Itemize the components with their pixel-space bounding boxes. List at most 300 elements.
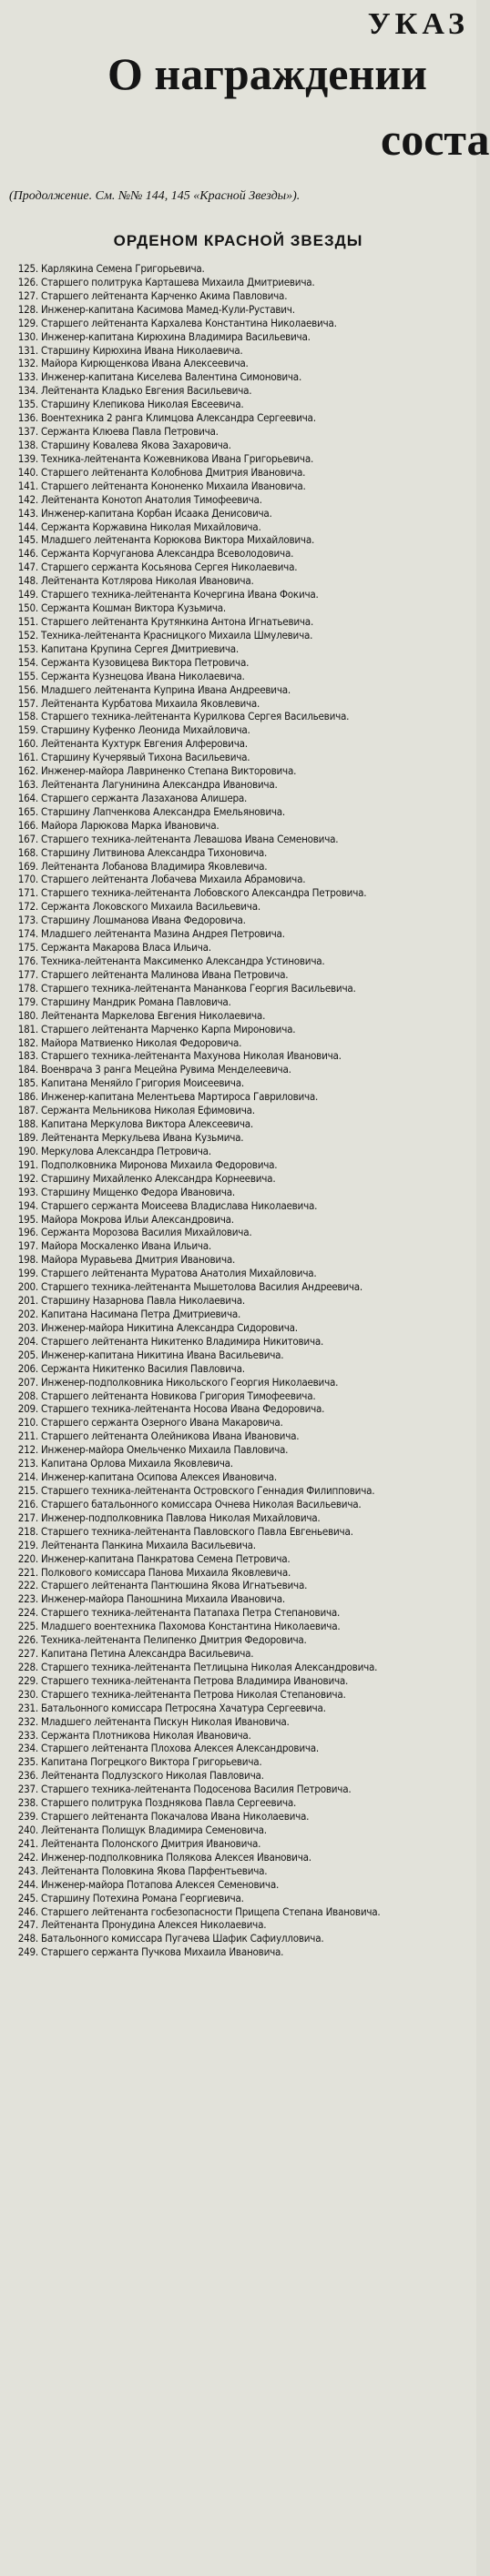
entry-text: Старшего лейтенанта Покачалова Ивана Николаевича. [41,1810,310,1823]
entry-text: Майора Ларюкова Марка Ивановича. [41,818,219,832]
entry-number: 217. [17,1510,38,1524]
award-entry [7,1321,470,1335]
award-entry [7,1416,470,1429]
entry-text: Старшего техника-лейтенанта Подосенова Василия Петровича. [41,1783,352,1796]
entry-text: Старшину Потехина Романа Георгиевича. [41,1891,244,1904]
entry-number: 193. [17,1185,38,1198]
entry-number: 150. [17,601,38,615]
entry-number: 224. [17,1606,38,1620]
entry-text: Сержанта Кузовицева Виктора Петровича. [41,655,250,669]
entry-text: Капитана Орлова Михаила Яковлевича. [41,1457,233,1470]
entry-number: 179. [17,995,38,1008]
entry-text: Инженер-капитана Мелентьева Мартироса Гавриловича. [41,1090,319,1104]
entry-number: 130. [17,329,38,343]
entry-number: 234. [17,1742,38,1755]
award-list [7,262,470,2570]
entry-number: 188. [17,1117,38,1131]
award-entry [7,1267,470,1280]
entry-text: Младшего воентехника Пахомова Константина Николаевича. [41,1620,341,1633]
entry-number: 185. [17,1076,38,1090]
entry-number: 151. [17,614,38,628]
award-entry [7,344,470,358]
entry-text: Старшину Лапченкова Александра Емельяновича. [41,804,285,818]
award-entry [7,751,470,764]
award-entry [7,1702,470,1715]
entry-text: Воентехника 2 ранга Климцова Александра Сергеевича. [41,411,316,425]
entry-number: 168. [17,845,38,859]
entry-text: Техника-лейтенанта Пелипенко Дмитрия Федоровича. [41,1633,307,1647]
entry-number: 140. [17,465,38,479]
entry-text: Старшину Мищенко Федора Ивановича. [41,1185,235,1198]
entry-number: 215. [17,1483,38,1497]
award-entry [7,439,470,452]
entry-text: Старшего техника-лейтенанта Махунова Николая Ивановича. [41,1049,342,1063]
award-entry [7,1036,470,1050]
entry-number: 157. [17,696,38,710]
entry-number: 200. [17,1280,38,1294]
entry-number: 162. [17,764,38,778]
entry-text: Батальонного комиссара Пугачева Шафик Сафиулловича. [41,1932,324,1945]
award-entry [7,330,470,344]
entry-number: 175. [17,941,38,955]
award-entry [7,1308,470,1321]
entry-number: 171. [17,886,38,900]
award-entry [7,968,470,982]
entry-number: 208. [17,1389,38,1402]
entry-number: 196. [17,1226,38,1239]
entry-number: 207. [17,1375,38,1389]
entry-text: Старшего лейтенанта Колобнова Дмитрия Ивановича. [41,465,306,479]
entry-text: Инженер-подполковника Павлова Николая Михайловича. [41,1510,321,1524]
award-entry [7,1172,470,1186]
entry-text: Сержанта Макарова Власа Ильича. [41,941,211,955]
entry-text: Старшего сержанта Косьянова Сергея Николаевича. [41,561,298,574]
entry-number: 152. [17,628,38,641]
award-entry [7,1647,470,1661]
award-entry [7,1362,470,1376]
entry-text: Капитана Меняйло Григория Моисеевича. [41,1076,244,1090]
entry-number: 239. [17,1810,38,1823]
award-entry [7,683,470,697]
entry-text: Капитана Меркулова Виктора Алексеевича. [41,1117,253,1131]
entry-number: 237. [17,1783,38,1796]
award-entry [7,588,470,601]
award-entry [7,1606,470,1620]
entry-number: 229. [17,1673,38,1687]
award-entry [7,1253,470,1267]
entry-text: Старшину Куфенко Леонида Михайловича. [41,723,250,737]
entry-text: Старшего сержанта Озерного Ивана Макаровича. [41,1416,283,1429]
award-entry [7,670,470,683]
entry-text: Старшего батальонного комиссара Очнева Николая Васильевича. [41,1497,362,1510]
award-entry [7,1810,470,1823]
entry-text: Лейтенанта Подлузского Николая Павловича. [41,1769,264,1783]
entry-text: Лейтенанта Конотоп Анатолия Тимофеевича. [41,492,262,506]
entry-text: Капитана Насимана Петра Дмитриевича. [41,1307,241,1320]
entry-text: Сержанта Плотникова Николая Ивановича. [41,1728,251,1742]
entry-text: Сержанта Коржавина Николая Михайловича. [41,520,261,533]
entry-text: Инженер-капитана Осипова Алексея Ивановича. [41,1470,277,1484]
entry-number: 205. [17,1348,38,1361]
award-entry [7,1498,470,1511]
award-entry [7,1294,470,1308]
entry-number: 143. [17,506,38,520]
decree-title-continuation: соста [381,114,490,165]
award-entry [7,1566,470,1580]
award-entry [7,547,470,561]
entry-number: 139. [17,451,38,465]
entry-number: 210. [17,1416,38,1429]
entry-number: 190. [17,1144,38,1157]
award-entry [7,1892,470,1905]
entry-number: 125. [17,262,38,275]
award-entry [7,507,470,520]
entry-text: Техника-лейтенанта Красницкого Михаила Шмулевича. [41,628,313,641]
award-entry [7,1837,470,1851]
award-entry [7,1851,470,1864]
entry-text: Лейтенанта Меркульева Ивана Кузьмича. [41,1131,244,1144]
award-entry [7,1226,470,1239]
entry-text: Старшину Литвинова Александра Тихоновича. [41,845,268,859]
entry-text: Техника-лейтенанта Кожевникова Ивана Григорьевича. [41,451,314,465]
entry-text: Старшего лейтенанта Кархалева Константина Николаевича. [41,316,337,329]
entry-text: Инженер-майора Лавриненко Степана Викторовича. [41,764,297,778]
entry-number: 172. [17,900,38,914]
award-entry [7,1755,470,1769]
award-entry [7,1511,470,1525]
entry-number: 189. [17,1131,38,1144]
entry-number: 236. [17,1769,38,1783]
award-entry [7,1742,470,1755]
award-entry [7,642,470,656]
entry-number: 198. [17,1253,38,1267]
entry-text: Старшего лейтенанта госбезопасности Прищепа Степана Ивановича. [41,1904,381,1918]
award-entry [7,955,470,968]
award-entry [7,1729,470,1743]
entry-text: Лейтенанта Половкина Якова Парфентьевича. [41,1864,268,1877]
entry-text: Майора Кирющенкова Ивана Алексеевича. [41,357,249,370]
award-entry [7,1525,470,1539]
award-entry [7,833,470,846]
entry-text: Лейтенанта Кухтурк Евгения Алферовича. [41,737,248,751]
award-entry [7,1878,470,1892]
entry-number: 243. [17,1864,38,1877]
entry-number: 136. [17,411,38,425]
award-entry [7,574,470,588]
entry-text: Лейтенанта Полонского Дмитрия Ивановича. [41,1836,261,1850]
entry-number: 240. [17,1823,38,1837]
entry-number: 183. [17,1049,38,1063]
entry-text: Инженер-подполковника Никольского Георгия Николаевича. [41,1375,339,1389]
award-entry [7,819,470,833]
award-entry [7,1063,470,1076]
entry-text: Старшего техника-лейтенанта Левашова Ивана Семеновича. [41,832,339,845]
entry-number: 167. [17,832,38,845]
award-entry [7,1376,470,1389]
award-entry [7,1579,470,1592]
entry-number: 226. [17,1633,38,1647]
entry-text: Сержанта Кузнецова Ивана Николаевича. [41,669,245,682]
entry-number: 211. [17,1429,38,1443]
entry-text: Майора Москаленко Ивана Ильича. [41,1239,211,1253]
award-entry [7,1009,470,1023]
award-entry [7,656,470,670]
entry-text: Инженер-капитана Панкратова Семена Петровича. [41,1551,291,1565]
entry-text: Старшину Мандрик Романа Павловича. [41,995,231,1008]
award-entry [7,778,470,792]
entry-number: 184. [17,1063,38,1076]
award-entry [7,1158,470,1172]
award-entry [7,860,470,874]
entry-text: Старшину Лошманова Ивана Федоровича. [41,914,246,927]
award-entry [7,1186,470,1199]
award-entry [7,411,470,425]
award-entry [7,1470,470,1484]
award-entry [7,1023,470,1036]
entry-number: 223. [17,1592,38,1606]
entry-number: 242. [17,1850,38,1864]
entry-number: 147. [17,561,38,574]
entry-text: Старшего лейтенанта Кононенко Михаила Ивановича. [41,479,306,492]
entry-text: Капитана Петина Александра Васильевича. [41,1647,254,1661]
entry-text: Младшего лейтенанта Мазина Андрея Петровича. [41,927,285,941]
award-entry [7,1389,470,1403]
award-entry [7,289,470,303]
award-entry [7,1402,470,1416]
entry-number: 134. [17,384,38,398]
entry-number: 219. [17,1538,38,1551]
entry-text: Старшего лейтенанта Никитенко Владимира Никитовича. [41,1334,324,1348]
award-entry [7,1769,470,1783]
entry-number: 137. [17,425,38,439]
entry-number: 195. [17,1212,38,1226]
entry-text: Старшего лейтенанта Крутянкина Антона Игнатьевича. [41,614,314,628]
award-entry [7,384,470,398]
award-entry [7,995,470,1009]
entry-text: Карлякина Семена Григорьевича. [41,262,205,275]
entry-number: 178. [17,981,38,995]
order-heading: ОРДЕНОМ КРАСНОЙ ЗВЕЗДЫ [113,232,363,249]
entry-number: 129. [17,316,38,329]
award-entry [7,1213,470,1227]
award-entry [7,1592,470,1606]
entry-text: Лейтенанта Полищук Владимира Семеновича. [41,1823,267,1837]
entry-text: Старшего лейтенанта Олейникова Ивана Ивановича. [41,1429,300,1443]
entry-text: Капитана Погрецкого Виктора Григорьевича. [41,1755,262,1769]
entry-number: 186. [17,1090,38,1104]
entry-number: 133. [17,370,38,384]
entry-number: 180. [17,1008,38,1022]
entry-number: 206. [17,1361,38,1375]
entry-text: Старшину Ковалева Якова Захаровича. [41,438,231,451]
award-entry [7,737,470,751]
entry-number: 225. [17,1620,38,1633]
entry-number: 131. [17,343,38,357]
entry-number: 202. [17,1307,38,1320]
award-entry [7,927,470,941]
entry-text: Старшего техника-лейтенанта Петрова Николая Степановича. [41,1687,346,1701]
award-entry [7,1783,470,1796]
entry-number: 148. [17,574,38,588]
entry-text: Лейтенанта Кладько Евгения Васильевича. [41,384,252,398]
entry-text: Старшего лейтенанта Плохова Алексея Александровича. [41,1742,319,1755]
award-entry [7,1199,470,1213]
entry-text: Майора Муравьева Дмитрия Ивановича. [41,1253,236,1267]
entry-number: 197. [17,1239,38,1253]
award-entry [7,873,470,886]
award-entry [7,533,470,547]
entry-text: Сержанта Мельникова Николая Ефимовича. [41,1104,255,1117]
entry-number: 126. [17,275,38,288]
entry-number: 204. [17,1334,38,1348]
entry-text: Старшего политрука Позднякова Павла Сергеевича. [41,1796,297,1810]
award-entry [7,1918,470,1932]
entry-number: 182. [17,1035,38,1049]
award-entry [7,1076,470,1090]
award-entry [7,710,470,723]
entry-text: Инженер-капитана Кирюхина Владимира Васильевича. [41,329,311,343]
entry-text: Лейтенанта Лобанова Владимира Яковлевича. [41,859,268,873]
entry-number: 154. [17,655,38,669]
entry-number: 158. [17,710,38,723]
award-entry [7,1661,470,1674]
entry-number: 191. [17,1157,38,1171]
entry-text: Лейтенанта Котлярова Николая Ивановича. [41,574,254,588]
award-entry [7,561,470,574]
award-entry [7,1715,470,1729]
award-entry [7,792,470,805]
award-entry [7,1823,470,1837]
award-entry [7,398,470,411]
entry-text: Старшего сержанта Пучкова Михаила Ивановича. [41,1945,284,1959]
award-entry [7,493,470,507]
entry-text: Младшего лейтенанта Куприна Ивана Андреевича. [41,682,291,696]
entry-number: 132. [17,357,38,370]
entry-number: 244. [17,1877,38,1891]
entry-number: 127. [17,288,38,302]
entry-number: 247. [17,1918,38,1932]
decree-title: О награждении [107,48,427,99]
entry-number: 156. [17,682,38,696]
entry-text: Инженер-майора Омельченко Михаила Павловича. [41,1443,289,1457]
entry-number: 153. [17,641,38,655]
award-entry [7,1145,470,1158]
entry-number: 135. [17,398,38,411]
entry-number: 174. [17,927,38,941]
entry-number: 181. [17,1022,38,1035]
award-entry [7,1945,470,1959]
entry-number: 199. [17,1267,38,1280]
entry-text: Сержанта Никитенко Василия Павловича. [41,1361,245,1375]
entry-number: 138. [17,438,38,451]
award-entry [7,1905,470,1919]
entry-number: 203. [17,1320,38,1334]
entry-text: Младшего лейтенанта Корюкова Виктора Михайловича. [41,533,315,547]
entry-number: 165. [17,804,38,818]
entry-number: 160. [17,737,38,751]
entry-text: Старшего техника-лейтенанта Лобовского Александра Петровича. [41,886,367,900]
entry-number: 235. [17,1755,38,1769]
award-entry [7,357,470,370]
award-entry [7,1932,470,1945]
entry-text: Старшину Кучерявый Тихона Васильевича. [41,751,250,764]
award-entry [7,615,470,629]
award-entry [7,1484,470,1498]
entry-number: 216. [17,1497,38,1510]
award-entry [7,723,470,737]
entry-text: Лейтенанта Лагунинина Александра Ивановича. [41,778,278,792]
entry-text: Лейтенанта Курбатова Михаила Яковлевича. [41,696,260,710]
entry-number: 238. [17,1796,38,1810]
entry-number: 218. [17,1524,38,1538]
entry-text: Военврача 3 ранга Мецейна Рувима Менделеевича. [41,1063,291,1076]
award-entry [7,941,470,955]
entry-number: 209. [17,1402,38,1416]
entry-number: 164. [17,791,38,804]
entry-text: Инженер-майора Паношнина Михаила Ивановича. [41,1592,285,1606]
entry-number: 145. [17,533,38,547]
award-entry [7,1633,470,1647]
award-entry [7,982,470,995]
entry-text: Старшего сержанта Моисеева Владислава Николаевича. [41,1198,318,1212]
entry-text: Старшего техника-лейтенанта Петрова Владимира Ивановича. [41,1673,349,1687]
award-entry [7,303,470,317]
entry-text: Старшего техника-лейтенанта Патапаха Петра Степановича. [41,1606,341,1620]
entry-text: Старшего техника-лейтенанта Курилкова Сергея Васильевича. [41,710,350,723]
entry-text: Старшего лейтенанта Пантюшина Якова Игнатьевича. [41,1579,308,1592]
award-entry [7,697,470,711]
entry-text: Капитана Крупина Сергея Дмитриевича. [41,641,239,655]
entry-text: Техника-лейтенанта Максименко Александра Устиновича. [41,955,325,968]
entry-number: 149. [17,588,38,601]
entry-text: Старшего техника-лейтенанта Островского Геннадия Филипповича. [41,1483,375,1497]
award-entry [7,846,470,860]
entry-text: Старшего техника-лейтенанта Кочергина Ивана Фокича. [41,588,319,601]
entry-text: Старшину Клепикова Николая Евсеевича. [41,398,244,411]
entry-number: 170. [17,873,38,886]
award-entry [7,1131,470,1145]
entry-text: Старшего техника-лейтенанта Мышетолова Василия Андреевича. [41,1280,362,1294]
award-entry [7,520,470,534]
entry-text: Сержанта Кошман Виктора Кузьмича. [41,601,226,615]
entry-text: Лейтенанта Маркелова Евгения Николаевича. [41,1008,266,1022]
entry-number: 232. [17,1714,38,1728]
entry-text: Старшего лейтенанта Муратова Анатолия Михайловича. [41,1267,317,1280]
entry-text: Инженер-майора Никитина Александра Сидоровича. [41,1320,298,1334]
entry-text: Подполковника Миронова Михаила Федоровича. [41,1157,278,1171]
entry-text: Старшину Кирюхина Ивана Николаевича. [41,343,243,357]
award-entry [7,900,470,914]
award-entry [7,1864,470,1878]
entry-text: Сержанта Корчуганова Александра Всеволодовича. [41,547,294,561]
award-entry [7,262,470,276]
entry-text: Старшего лейтенанта Новикова Григория Тимофеевича. [41,1389,316,1402]
entry-number: 246. [17,1904,38,1918]
entry-text: Лейтенанта Пронудина Алексея Николаевича. [41,1918,267,1932]
entry-text: Сержанта Локовского Михаила Васильевича. [41,900,260,914]
award-entry [7,764,470,778]
entry-text: Старшего техника-лейтенанта Мананкова Георгия Васильевича. [41,981,356,995]
entry-number: 231. [17,1701,38,1714]
entry-number: 146. [17,547,38,561]
entry-text: Майора Мокрова Ильи Александровича. [41,1212,234,1226]
award-entry [7,1539,470,1552]
award-entry [7,601,470,615]
decree-heading: УКАЗ [367,7,469,41]
entry-text: Инженер-капитана Касимова Мамед-Кули-Руставич. [41,302,295,316]
award-entry [7,317,470,330]
entry-number: 249. [17,1945,38,1959]
